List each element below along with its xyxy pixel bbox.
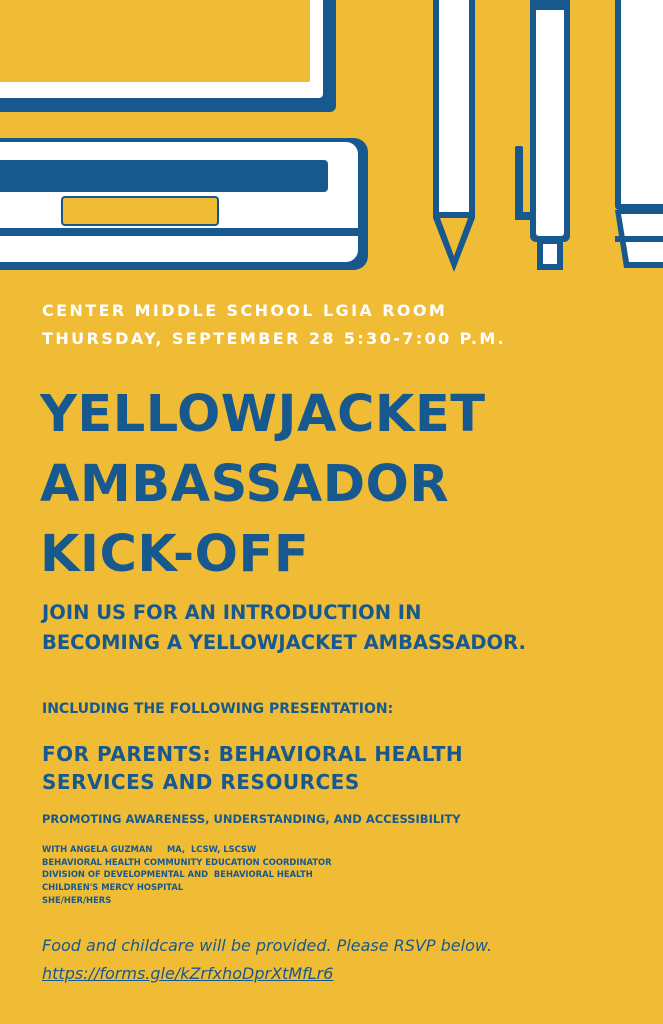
intro-text [42,598,526,658]
intro-line-1: JOIN US FOR AN INTRODUCTION IN [42,601,422,624]
venue-line: CENTER MIDDLE SCHOOL LGIA ROOM [42,301,448,320]
including-heading: INCLUDING THE FOLLOWING PRESENTATION: [42,701,394,717]
title-line-1: YELLOWJACKET [40,385,486,444]
speaker-pronouns: SHE/HER/HERS [42,894,112,905]
pencil-icon [433,0,475,272]
presentation-title [42,740,463,796]
rsvp-link[interactable]: https://forms.gle/kZrfxhoDprXtMfLr6 [42,964,334,983]
rsvp-note: Food and childcare will be provided. Please RSVP below. [42,936,493,955]
title-line-2: AMBASSADOR [40,455,450,514]
title-line-3: KICK-OFF [40,525,310,584]
intro-line-2: BECOMING A YELLOWJACKET AMBASSADOR. [42,631,526,654]
presentation-tagline: PROMOTING AWARENESS, UNDERSTANDING, AND ACCESSIBILITY [42,812,461,826]
laptop-icon [0,0,368,270]
pen-icon [515,0,570,270]
speaker-division: DIVISION OF DEVELOPMENTAL AND BEHAVIORAL HEALTH [42,869,313,880]
speaker-info [42,843,332,907]
date-time-line: THURSDAY, SEPTEMBER 28 5:30-7:00 P.M. [42,329,507,348]
marker-icon [615,0,663,268]
speaker-name: WITH ANGELA GUZMAN MA, LCSW, LSCSW [42,844,257,854]
speaker-role: BEHAVIORAL HEALTH COMMUNITY EDUCATION COORDINATOR [42,856,332,867]
speaker-organization: CHILDREN'S MERCY HOSPITAL [42,882,184,893]
illustration [0,0,663,290]
presentation-line-2: SERVICES AND RESOURCES [42,770,360,794]
event-venue-time [42,297,506,353]
presentation-line-1: FOR PARENTS: BEHAVIORAL HEALTH [42,742,464,766]
rsvp-section [42,932,492,988]
event-title [40,380,486,590]
